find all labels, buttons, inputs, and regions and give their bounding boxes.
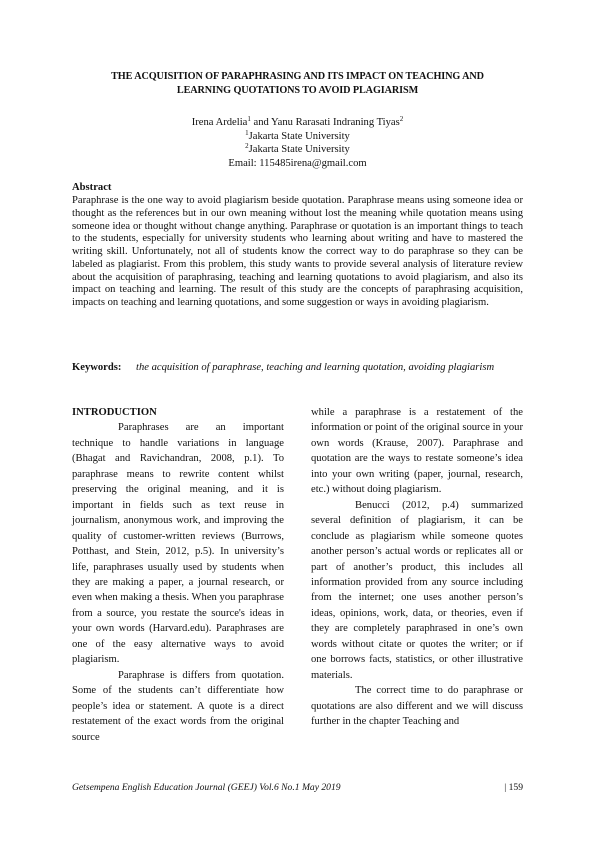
title-line-1: THE ACQUISITION OF PARAPHRASING AND ITS IMPACT ON TEACHING AND (111, 71, 484, 82)
affiliation-1-text: Jakarta State University (248, 130, 350, 142)
author-names (60, 116, 535, 130)
keywords-text: the acquisition of paraphrase, teaching and learning quotation, avoiding plagiarism (136, 362, 495, 373)
journal-citation: Getsempena English Education Journal (GEEJ) Vol.6 No.1 May 2019 (72, 782, 341, 793)
author-block (60, 116, 535, 170)
paragraph-5: The correct time to do paraphrase or quotations are also different and we will discuss further in the chapter Teaching and (311, 685, 523, 728)
title-line-2: LEARNING QUOTATIONS TO AVOID PLAGIARISM (176, 84, 419, 96)
author-2-sup: 2 (399, 115, 404, 123)
abstract-text: Paraphrase is the one way to avoid plagiarism beside quotation. Paraphrase means using someone idea or thought as the references but in our own meaning without lost the meaning while quotation means using someone idea or thought without change anything. Paraphrase or quotation is an important things to teach to the students, especially for university students who learning about writing and have to mastered the writing skill. Unfortunately, not all of students know the correct way to do paraphrase so they can be labeled as plagiarist. From this problem, this study wants to provide several analysis of literature review about the acquisition of paraphrasing, teaching and learning quotations to avoid plagiarism, and also its impact on teaching and learning. The result of this study are the concepts of paraphrasing acquisition, impacts on teaching and learning quotations, and some suggestion or ways in avoiding plagiarism. (72, 195, 523, 308)
affiliation-2 (60, 143, 535, 157)
author-1: Irena Ardelia (191, 117, 248, 128)
page-footer (72, 782, 523, 793)
paper-title (60, 70, 535, 97)
left-column (72, 405, 284, 745)
author-1-sup: 1 (247, 115, 251, 123)
email-label: Email: (228, 157, 257, 169)
right-column (311, 405, 523, 730)
paragraph-4: Benucci (2012, p.4) summarized several definition of plagiarism, it can be conclude as plagiarism while someone quotes another person’s actual words or replicates all or part of another’s product, this includes all information provided from any source including from the internet; one uses another person’s ideas, opinions, work, data, or theories, even if they are completely paraphrased in one’s own words without citate or quotes the writer; or if one borrows facts, statistics, or other illustrative materials. (311, 499, 523, 681)
section-heading-introduction: INTRODUCTION (72, 407, 157, 418)
author-conjunction: and (250, 117, 272, 128)
keywords (72, 362, 523, 375)
abstract-heading: Abstract (72, 182, 112, 193)
affiliation-2-sup: 2 (245, 142, 249, 151)
paragraph-2: Paraphrase is differs from quotation. Some of the students can’t differentiate how people’s idea or statement. A quote is a direct restatement of the exact words from the original source (72, 669, 284, 743)
email-address: 115485irena@gmail.com (256, 157, 367, 169)
affiliation-2-text: Jakarta State University (248, 144, 350, 156)
author-2: Yanu Rarasati Indraning Tiyas (271, 117, 400, 128)
affiliation-1-sup: 1 (245, 128, 249, 137)
paragraph-3: while a paraphrase is a restatement of the information or point of the original source in your own words (Krause, 2007). Paraphrase and quotation are the ways to restate someone’s idea into your own writing (paper, journal, research, etc.) without doing plagiarism. (311, 407, 523, 496)
keywords-label: Keywords: (72, 362, 122, 373)
paragraph-1: Paraphrases are an important technique to handle variations in language (Bhagat and Ravichandran, 2008, p.1). To paraphrase means to rewrite content whilst preserving the original meaning, and it is important in fields such as text reuse in journalism, anonymous work, and improving the quality of customer-written reviews (Burrows, Potthast, and Stein, 2012, p.5). In university’s life, paraphrases usually used by students when they are making a paper, a journal research, or even when making a thesis. When you paraphrase from a source, you restate the source's ideas in your own words (Harvard.edu). Paraphrases are one of the easy alternative ways to avoid plagiarism. (72, 422, 284, 666)
affiliation-1 (60, 130, 535, 144)
email-line (60, 157, 535, 171)
page-number: | 159 (504, 782, 523, 793)
